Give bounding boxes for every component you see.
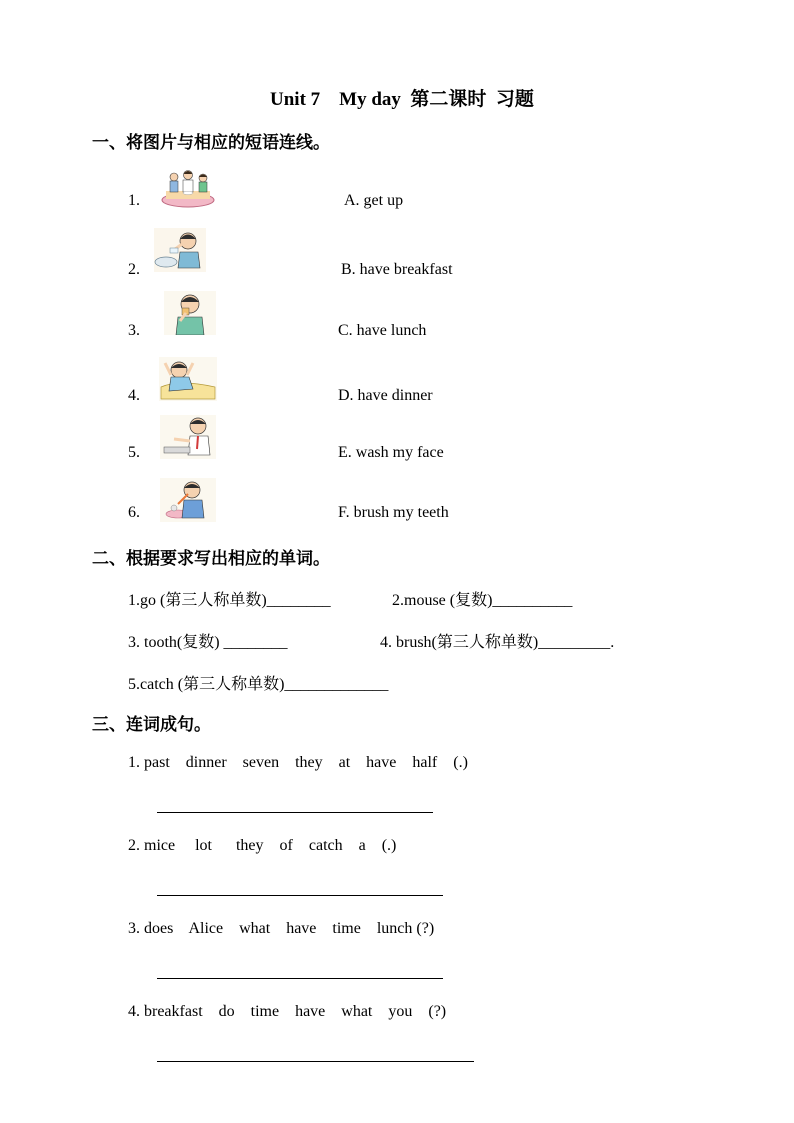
getting-up-picture xyxy=(159,357,217,401)
phrase-option: D. have dinner xyxy=(338,387,433,404)
brushing-teeth-picture xyxy=(160,478,216,522)
page-title: Unit 7 My day 第二课时 习题 xyxy=(270,89,534,110)
answer-line xyxy=(157,978,443,979)
item-number: 1. xyxy=(128,192,140,209)
phrase-option: E. wash my face xyxy=(338,444,444,461)
item-number: 2. xyxy=(128,261,140,278)
phrase-option: F. brush my teeth xyxy=(338,504,449,521)
item-number: 3. xyxy=(128,322,140,339)
having-breakfast-picture xyxy=(160,415,216,459)
sentence-item: 4. breakfast do time have what you (?) xyxy=(128,1003,447,1020)
phrase-option: C. have lunch xyxy=(338,322,427,339)
sentence-item: 2. mice lot they of catch a (.) xyxy=(128,837,397,854)
answer-line xyxy=(157,895,443,896)
section-3-heading: 三、连词成句。 xyxy=(92,715,211,734)
word-item: 5.catch (第三人称单数)_____________ xyxy=(128,676,389,693)
word-item: 4. brush(第三人称单数)_________. xyxy=(380,634,615,651)
item-number: 4. xyxy=(128,387,140,404)
item-number: 6. xyxy=(128,504,140,521)
answer-line xyxy=(157,812,433,813)
eating-picture xyxy=(164,291,216,335)
sentence-item: 1. past dinner seven they at have half (.) xyxy=(128,754,468,771)
answer-line xyxy=(157,1061,474,1062)
sentence-item: 3. does Alice what have time lunch (?) xyxy=(128,920,435,937)
item-number: 5. xyxy=(128,444,140,461)
section-1-heading: 一、将图片与相应的短语连线。 xyxy=(92,133,330,152)
phrase-option: A. get up xyxy=(344,192,404,209)
word-item: 1.go (第三人称单数)________ xyxy=(128,592,331,609)
word-item: 3. tooth(复数) ________ xyxy=(128,634,288,651)
word-item: 2.mouse (复数)__________ xyxy=(392,592,573,609)
phrase-option: B. have breakfast xyxy=(341,261,453,278)
family-dinner-picture xyxy=(160,167,216,209)
washing-face-picture xyxy=(154,228,206,272)
section-2-heading: 二、根据要求写出相应的单词。 xyxy=(92,549,330,568)
